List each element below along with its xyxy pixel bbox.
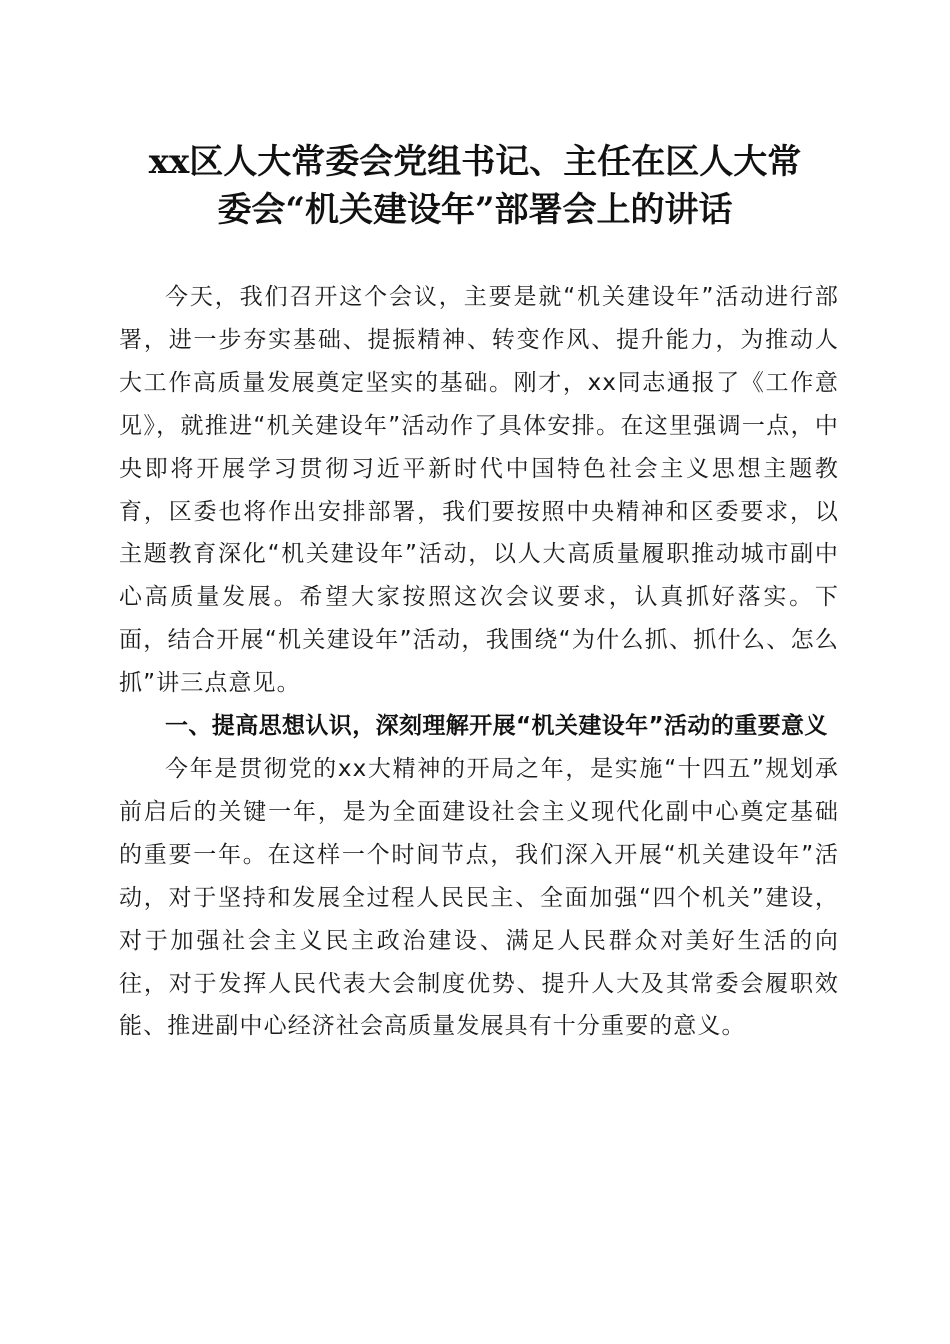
paragraph-opening: 今天，我们召开这个会议，主要是就“机关建设年”活动进行部署，进一步夯实基础、提振精神、转变作风、提升能力，为推动人大工作高质量发展奠定坚实的基础。刚才，xx同志通报了《工作意见》，就推进“机关建设年”活动作了具体安排。在这里强调一点，中央即将开展学习贯彻习近平新时代中国特色社会主义思想主题教育，区委也将作出安排部署，我们要按照中央精神和区委要求，以主题教育深化“机关建设年”活动，以人大高质量履职推动城市副中心高质量发展。希望大家按照这次会议要求，认真抓好落实。下面，结合开展“机关建设年”活动，我围绕“为什么抓、抓什么、怎么抓”讲三点意见。 (119, 284, 839, 697)
title-line-2: 委会“机关建设年”部署会上的讲话 (217, 190, 733, 230)
paragraph-significance: 今年是贯彻党的xx大精神的开局之年，是实施“十四五”规划承前启后的关键一年，是为全面建设社会主义现代化副中心奠定基础的重要一年。在这样一个时间节点，我们深入开展“机关建设年”活动，对于坚持和发展全过程人民民主、全面加强“四个机关”建设，对于加强社会主义民主政治建设、满足人民群众对美好生活的向往，对于发挥人民代表大会制度优势、提升人大及其常委会履职效能、推进副中心经济社会高质量发展具有十分重要的意义。 (119, 755, 839, 1040)
title-line-1: xx区人大常委会党组书记、主任在区人大常 (148, 142, 802, 182)
document-body (119, 276, 839, 1048)
section-heading-1: 一、提高思想认识，深刻理解开展“机关建设年”活动的重要意义 (165, 713, 828, 740)
document-title (100, 138, 850, 234)
